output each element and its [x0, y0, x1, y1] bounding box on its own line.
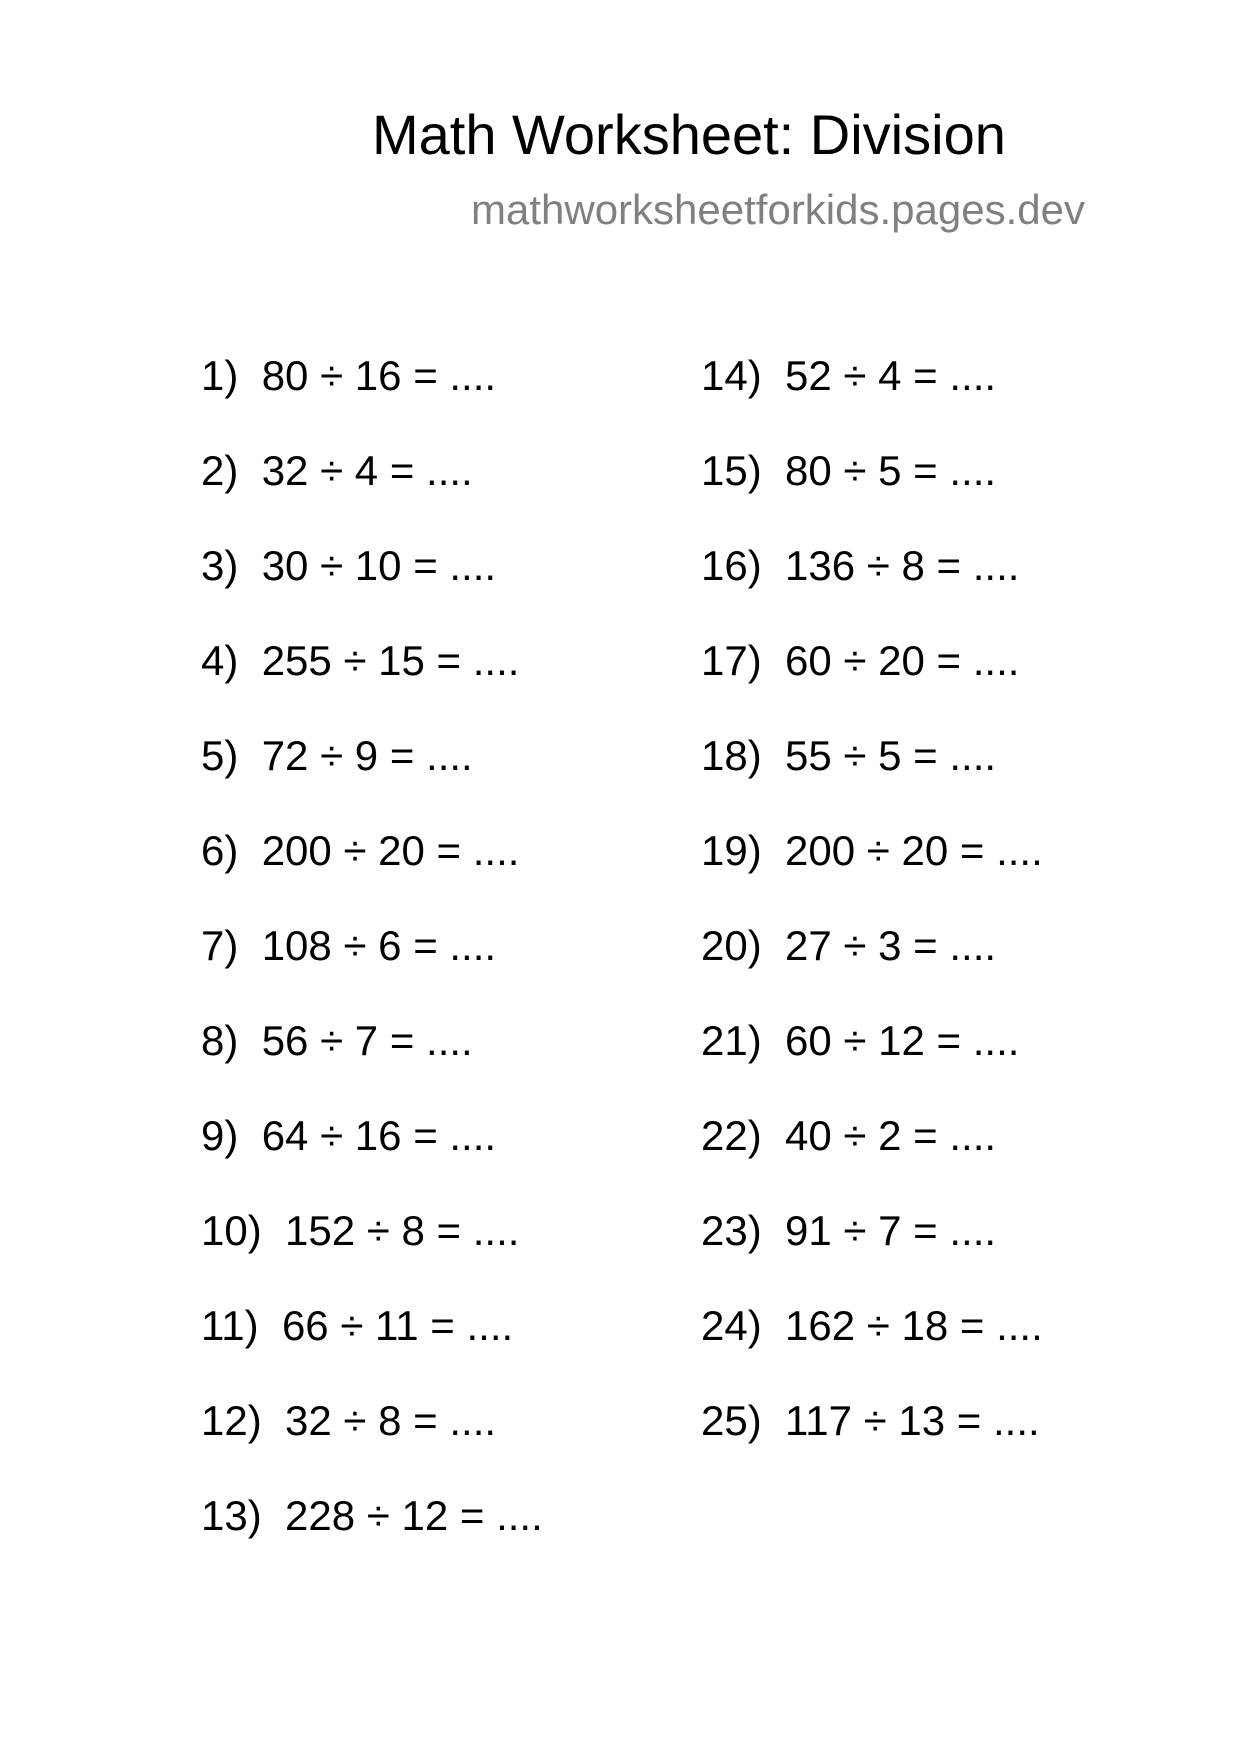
problem-item [701, 920, 1043, 1015]
problem-item [701, 1395, 1043, 1490]
problem-expression: 80 ÷ 5 = .... [785, 447, 997, 494]
problem-list-right [701, 350, 1043, 1490]
problem-expression: 40 ÷ 2 = .... [785, 1112, 997, 1159]
problem-item [201, 540, 543, 635]
problem-number: 13) [201, 1492, 262, 1539]
problem-expression: 162 ÷ 18 = .... [785, 1302, 1043, 1349]
problem-expression: 200 ÷ 20 = .... [785, 827, 1043, 874]
problem-expression: 136 ÷ 8 = .... [785, 542, 1020, 589]
problem-item [701, 730, 1043, 825]
problem-item [701, 1300, 1043, 1395]
problem-item [701, 635, 1043, 730]
worksheet-title: Math Worksheet: Division [372, 103, 1006, 166]
problem-number: 1) [201, 352, 239, 399]
problem-item [201, 1205, 543, 1300]
problem-expression: 228 ÷ 12 = .... [285, 1492, 543, 1539]
problem-expression: 108 ÷ 6 = .... [261, 922, 497, 969]
problem-number: 14) [701, 352, 762, 399]
problem-item [201, 1395, 543, 1490]
problem-item [201, 1015, 543, 1110]
problem-expression: 52 ÷ 4 = .... [785, 352, 997, 399]
problem-item [201, 445, 543, 540]
problem-number: 7) [201, 922, 239, 969]
problem-number: 11) [201, 1302, 259, 1349]
problem-number: 20) [701, 922, 762, 969]
problem-list-left [201, 350, 543, 1585]
problem-item [201, 825, 543, 920]
problem-expression: 60 ÷ 20 = .... [785, 637, 1020, 684]
problem-item [701, 1110, 1043, 1205]
problem-expression: 152 ÷ 8 = .... [285, 1207, 520, 1254]
problem-number: 17) [701, 637, 762, 684]
problem-expression: 91 ÷ 7 = .... [785, 1207, 997, 1254]
problem-number: 3) [201, 542, 239, 589]
problem-item [701, 350, 1043, 445]
problem-number: 12) [201, 1397, 262, 1444]
problem-item [201, 350, 543, 445]
problem-number: 5) [201, 732, 239, 779]
problem-number: 25) [701, 1397, 762, 1444]
problem-expression: 72 ÷ 9 = .... [261, 732, 473, 779]
problem-expression: 80 ÷ 16 = .... [261, 352, 497, 399]
problem-number: 10) [201, 1207, 262, 1254]
problem-expression: 56 ÷ 7 = .... [261, 1017, 473, 1064]
problem-number: 16) [701, 542, 762, 589]
problem-number: 23) [701, 1207, 762, 1254]
problem-number: 22) [701, 1112, 762, 1159]
problem-expression: 200 ÷ 20 = .... [261, 827, 520, 874]
problem-expression: 60 ÷ 12 = .... [785, 1017, 1020, 1064]
problem-item [701, 445, 1043, 540]
problem-number: 15) [701, 447, 762, 494]
problem-number: 6) [201, 827, 239, 874]
problem-number: 24) [701, 1302, 762, 1349]
problem-expression: 32 ÷ 4 = .... [261, 447, 473, 494]
problem-item [201, 920, 543, 1015]
problem-expression: 66 ÷ 11 = .... [281, 1302, 514, 1349]
problem-number: 8) [201, 1017, 239, 1064]
problem-expression: 30 ÷ 10 = .... [261, 542, 497, 589]
problem-number: 9) [201, 1112, 239, 1159]
problem-number: 19) [701, 827, 762, 874]
problem-expression: 64 ÷ 16 = .... [261, 1112, 497, 1159]
problem-expression: 255 ÷ 15 = .... [261, 637, 520, 684]
problem-item [701, 1205, 1043, 1300]
problem-number: 2) [201, 447, 239, 494]
problem-number: 18) [701, 732, 762, 779]
problem-expression: 32 ÷ 8 = .... [285, 1397, 497, 1444]
problem-item [201, 1490, 543, 1585]
problem-expression: 55 ÷ 5 = .... [785, 732, 997, 779]
problem-item [201, 1300, 543, 1395]
worksheet-source: mathworksheetforkids.pages.dev [471, 186, 1085, 233]
problem-item [201, 730, 543, 825]
problem-number: 4) [201, 637, 239, 684]
problem-item [701, 1015, 1043, 1110]
problem-number: 21) [701, 1017, 762, 1064]
problem-item [201, 1110, 543, 1205]
problem-item [701, 825, 1043, 920]
problem-item [201, 635, 543, 730]
problem-item [701, 540, 1043, 635]
problem-expression: 117 ÷ 13 = .... [785, 1397, 1040, 1444]
problem-expression: 27 ÷ 3 = .... [785, 922, 997, 969]
